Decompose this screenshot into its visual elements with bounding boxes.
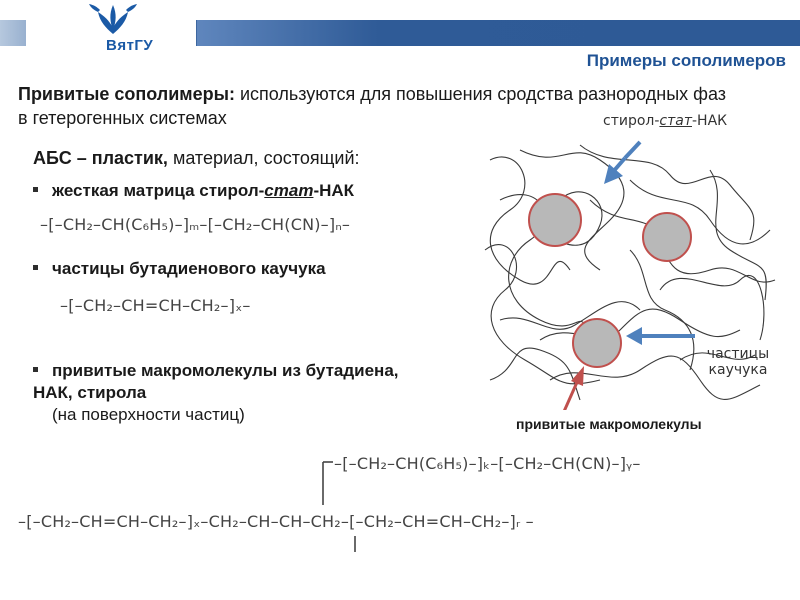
rubber-particle [573,319,621,367]
intro-text: используются для повышения сродства разнородных фаз в гетерогенных системах [18,84,727,128]
arrow-to-matrix [604,142,640,184]
arrow-to-particle [626,327,695,345]
rubber-particle [643,213,691,261]
bullet-matrix: жесткая матрица стирол-стат-НАК [33,180,354,202]
abs-heading-rest: материал, состоящий: [167,148,360,168]
label-matrix: стирол-стат-НАК [603,113,728,129]
bullet-grafted: привитые макромолекулы из бутадиена, НАК, стирола (на поверхности частиц) [33,360,413,426]
slide-title: Примеры сополимеров [586,51,786,70]
rubber-particle [529,194,581,246]
intro-term: Привитые сополимеры: [18,84,235,104]
label-grafted: привитые макромолекулы [516,416,702,432]
formula-graft-branch: –[–CH₂–CH(C₆H₅)–]ₖ–[–CH₂–CH(CN)–]ᵧ– [334,454,641,473]
formula-graft-backbone: –[–CH₂–CH=CH–CH₂–]ₓ–CH₂–CH–CH–CH₂–[–CH₂–CH=CH–CH₂–]ᵣ – [18,512,534,531]
formula-butadiene: –[–CH₂–CH=CH–CH₂–]ₓ– [60,296,251,315]
logo-text: ВятГУ [106,37,154,54]
abs-heading-term: АБС – пластик, [33,148,168,168]
bullet-rubber: частицы бутадиенового каучука [33,258,326,280]
formula-matrix: –[–CH₂–CH(C₆H₅)–]ₘ–[–CH₂–CH(CN)–]ₙ– [40,215,351,234]
bullet-grafted-note: (на поверхности частиц) [52,405,245,424]
label-particles: частицы каучука [706,346,770,378]
